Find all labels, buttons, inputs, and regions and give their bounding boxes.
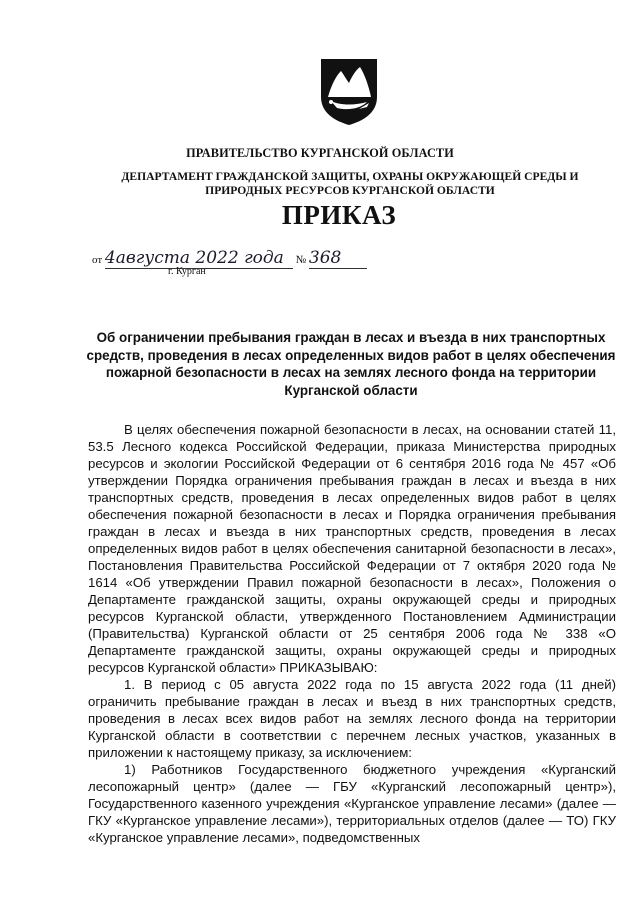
- department-line-1: ДЕПАРТАМЕНТ ГРАЖДАНСКОЙ ЗАЩИТЫ, ОХРАНЫ ОКРУЖАЮЩЕЙ СРЕДЫ И: [121, 170, 579, 183]
- department-heading: [110, 170, 590, 198]
- body-paragraph-subitem-1: 1) Работников Государственного бюджетного учреждения «Курганский лесопожарный центр» (далее — ГБУ «Курганский лесопожарный центр»), Государственного казенного учреждения «Курганское управление лесами» (далее — ГКУ «Курганское управление лесами»), территориальных отделов (далее — ТО) ГКУ «Курганское управление лесами», подведомственных: [88, 762, 616, 845]
- document-type-title: ПРИКАЗ: [281, 200, 397, 230]
- body-paragraph-item-1: 1. В период с 05 августа 2022 года по 15 августа 2022 года (11 дней) ограничить пребывание граждан в лесах и въезд в них транспортных средств, проведения в лесах всех видов работ на землях лесного фонда на территории Курганской области в соответствии с перечнем лесных участков, указанных в приложении к настоящему приказу, за исключением:: [88, 677, 616, 760]
- handwritten-date: 4августа 2022 года: [104, 248, 284, 268]
- city-label: г. Курган: [168, 266, 206, 277]
- number-label: №: [295, 254, 307, 266]
- handwritten-number: 368: [308, 248, 342, 268]
- order-body: [88, 421, 616, 846]
- department-line-2: ПРИРОДНЫХ РЕСУРСОВ КУРГАНСКОЙ ОБЛАСТИ: [205, 184, 495, 197]
- government-heading: ПРАВИТЕЛЬСТВО КУРГАНСКОЙ ОБЛАСТИ: [186, 146, 454, 160]
- date-from-label: от: [92, 254, 103, 266]
- order-title: Об ограничении пребывания граждан в лесах и въезда в них транспортных средств, проведения в лесах определенных видов работ в целях обеспечения пожарной безопасности в лесах на землях лесного фонда на территории Курганской области: [86, 330, 616, 398]
- body-paragraph-preamble: В целях обеспечения пожарной безопасности в лесах, на основании статей 11, 53.5 Лесного кодекса Российской Федерации, приказа Министерства природных ресурсов и экологии Российской Федерации от 6 сентября 2016 года № 457 «Об утверждении Порядка ограничения пребывания граждан в лесах и въезда в них транспортных средств, проведения в лесах определенных видов работ в целях обеспечения пожарной безопасности в лесах и Порядка ограничения пребывания граждан в лесах и въезда в них транспортных средств, проведения в лесах определенных видов работ в целях обеспечения санитарной безопасности в лесах», Постановления Правительства Российской Федерации от 7 октября 2020 года № 1614 «Об утверждении Правил пожарной безопасности в лесах», Положения о Департаменте гражданской защиты, охраны окружающей среды и природных ресурсов Курганской области, утвержденного Постановлением Администрации (Правительства) Курганской области от 25 сентября 2006 года № 338 «О Департаменте гражданской защиты, охраны окружающей среды и природных ресурсов Курганской области» ПРИКАЗЫВАЮ:: [88, 422, 616, 675]
- date-number-line: [92, 248, 367, 269]
- coat-of-arms-emblem: [319, 57, 379, 127]
